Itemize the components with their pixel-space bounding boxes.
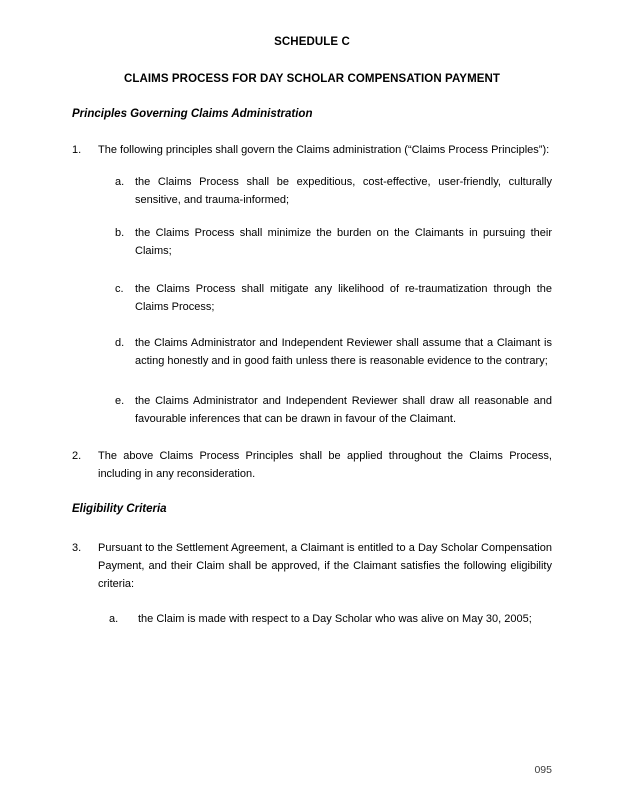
sub-item-1d [115,334,552,370]
sub-item-1a-marker: a. [115,176,125,188]
item-2-number: 2. [72,450,82,462]
sub-item-1d-text: the Claims Administrator and Independent Reviewer shall assume that a Claimant is acting honestly and in good faith unless there is reasonable evidence to the contrary; [135,337,552,367]
sub-item-1e [115,392,552,428]
item-2-text: The above Claims Process Principles shall be applied throughout the Claims Process, including in any reconsideration. [98,450,552,480]
sub-item-1b-marker: b. [115,227,125,239]
item-3-text: Pursuant to the Settlement Agreement, a Claimant is entitled to a Day Scholar Compensation Payment, and their Claim shall be approved, if the Claimant satisfies the following eligibility criteria: [98,542,552,590]
section-heading-principles: Principles Governing Claims Administration [72,108,313,120]
numbered-item-2 [72,447,552,483]
sub-item-1b [115,224,552,260]
page-number: 095 [534,764,552,776]
numbered-item-1 [72,141,552,159]
sub-item-3a-marker: a. [109,613,119,625]
sub-item-1a-text: the Claims Process shall be expeditious, cost-effective, user-friendly, culturally sensitive, and trauma-informed; [135,176,552,206]
sub-item-1d-marker: d. [115,337,125,349]
sub-item-1b-text: the Claims Process shall minimize the burden on the Claimants in pursuing their Claims; [135,227,552,257]
numbered-item-3 [72,539,552,593]
section-heading-eligibility: Eligibility Criteria [72,503,167,515]
sub-item-1e-text: the Claims Administrator and Independent Reviewer shall draw all reasonable and favourable inferences that can be drawn in favour of the Claimant. [135,395,552,425]
schedule-label: SCHEDULE C [274,36,350,48]
sub-item-1e-marker: e. [115,395,125,407]
document-title: CLAIMS PROCESS FOR DAY SCHOLAR COMPENSATION PAYMENT [123,73,501,85]
sub-item-3a-text: the Claim is made with respect to a Day Scholar who was alive on May 30, 2005; [138,613,532,625]
sub-item-3a [109,610,552,628]
sub-item-1c-text: the Claims Process shall mitigate any likelihood of re-traumatization through the Claims Process; [135,283,552,313]
sub-item-1c-marker: c. [115,283,124,295]
sub-item-1c [115,280,552,316]
item-3-number: 3. [72,542,82,554]
item-1-text: The following principles shall govern the Claims administration (“Claims Process Principles”): [98,144,550,156]
sub-item-1a [115,173,552,209]
item-1-number: 1. [72,144,82,156]
